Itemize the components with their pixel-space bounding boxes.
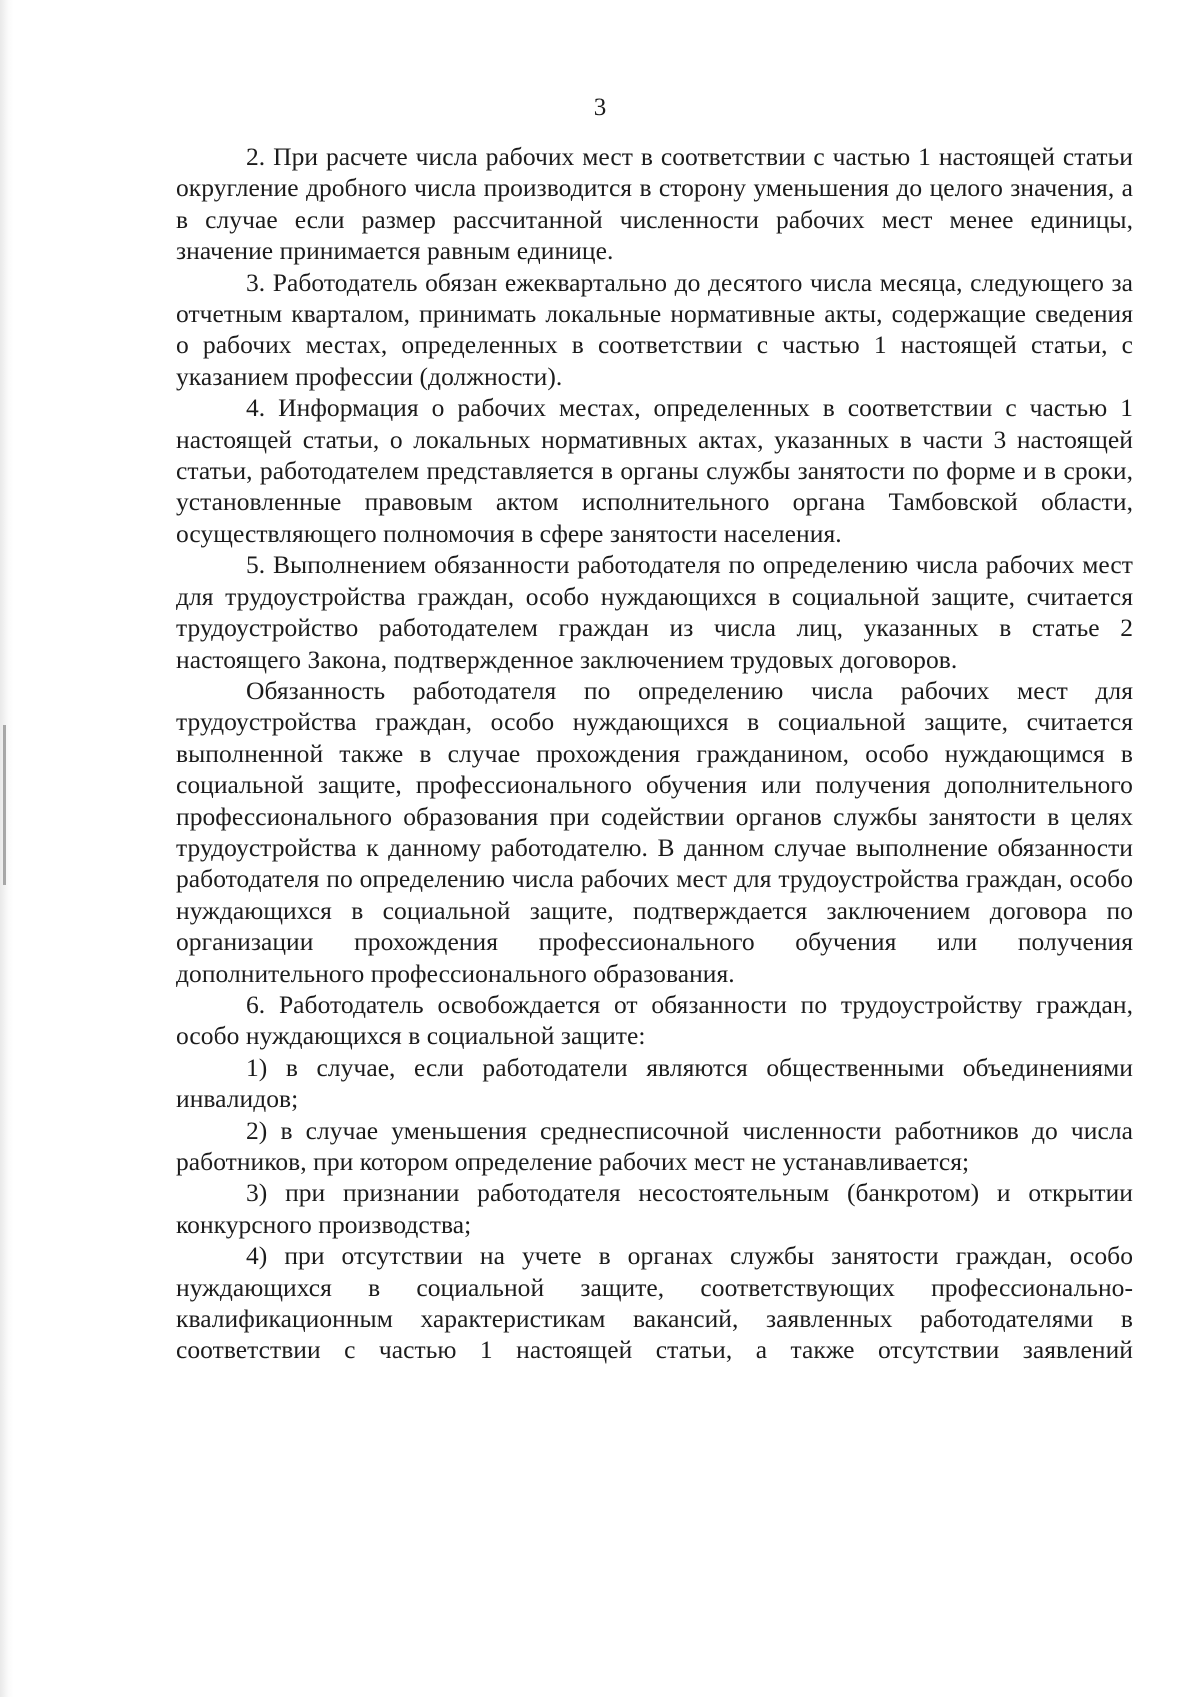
paragraph-item-5: 5. Выполнением обязанности работодателя по определению числа рабочих мест для трудоустройства граждан, особо нуждающихся в социальной защите, считается трудоустройство работодателем граждан из числа лиц, указанных в статье 2 настоящего Закона, подтвержденное заключением трудовых договоров. — [176, 550, 1133, 674]
subitem-6-1: 1) в случае, если работодатели являются общественными объединениями инвалидов; — [176, 1052, 1133, 1114]
paragraph-item-6: 6. Работодатель освобождается от обязанности по трудоустройству граждан, особо нуждающихся в социальной защите: — [176, 989, 1133, 1051]
paragraph-item-2: 2. При расчете числа рабочих мест в соответствии с частью 1 настоящей статьи округление дробного числа производится в сторону уменьшения до целого значения, а в случае если размер рассчитанной численности рабочих мест менее единицы, значение принимается равным единице. — [176, 142, 1133, 266]
paragraph-item-3: 3. Работодатель обязан ежеквартально до десятого числа месяца, следующего за отчетным кварталом, принимать локальные нормативные акты, содержащие сведения о рабочих местах, определенных в соответствии с частью 1 настоящей статьи, с указанием профессии (должности). — [176, 267, 1133, 391]
page-number: 3 — [593, 94, 607, 121]
subitem-6-4: 4) при отсутствии на учете в органах службы занятости граждан, особо нуждающихся в социальной защите, соответствующих профессионально-квалификационным характеристикам вакансий, заявленных работодателями в соответствии с частью 1 настоящей статьи, а также отсутствии заявлений — [176, 1241, 1133, 1365]
scan-artifact-mark — [3, 725, 6, 885]
subitem-6-3: 3) при признании работодателя несостоятельным (банкротом) и открытии конкурсного производства; — [176, 1178, 1133, 1239]
paragraph-item-5-continued: Обязанность работодателя по определению числа рабочих мест для трудоустройства граждан, особо нуждающихся в социальной защите, считается выполненной также в случае прохождения гражданином, особо нуждающимся в социальной защите, профессионального обучения или получения дополнительного профессионального образования при содействии органов службы занятости в целях трудоустройства к данному работодателю. В данном случае выполнение обязанности работодателя по определению числа рабочих мест для трудоустройства граждан, особо нуждающихся в социальной защите, подтверждается заключением договора по организации прохождения профессионального обучения или получения дополнительного профессионального образования. — [176, 675, 1133, 988]
document-body — [176, 141, 1133, 1366]
paragraph-item-4: 4. Информация о рабочих местах, определенных в соответствии с частью 1 настоящей статьи, о локальных нормативных актах, указанных в части 3 настоящей статьи, работодателем представляется в органы службы занятости по форме и в сроки, установленные правовым актом исполнительного органа Тамбовской области, осуществляющего полномочия в сфере занятости населения. — [176, 393, 1133, 548]
subitem-6-2: 2) в случае уменьшения среднесписочной численности работников до числа работников, при котором определение рабочих мест не устанавливается; — [176, 1115, 1133, 1176]
